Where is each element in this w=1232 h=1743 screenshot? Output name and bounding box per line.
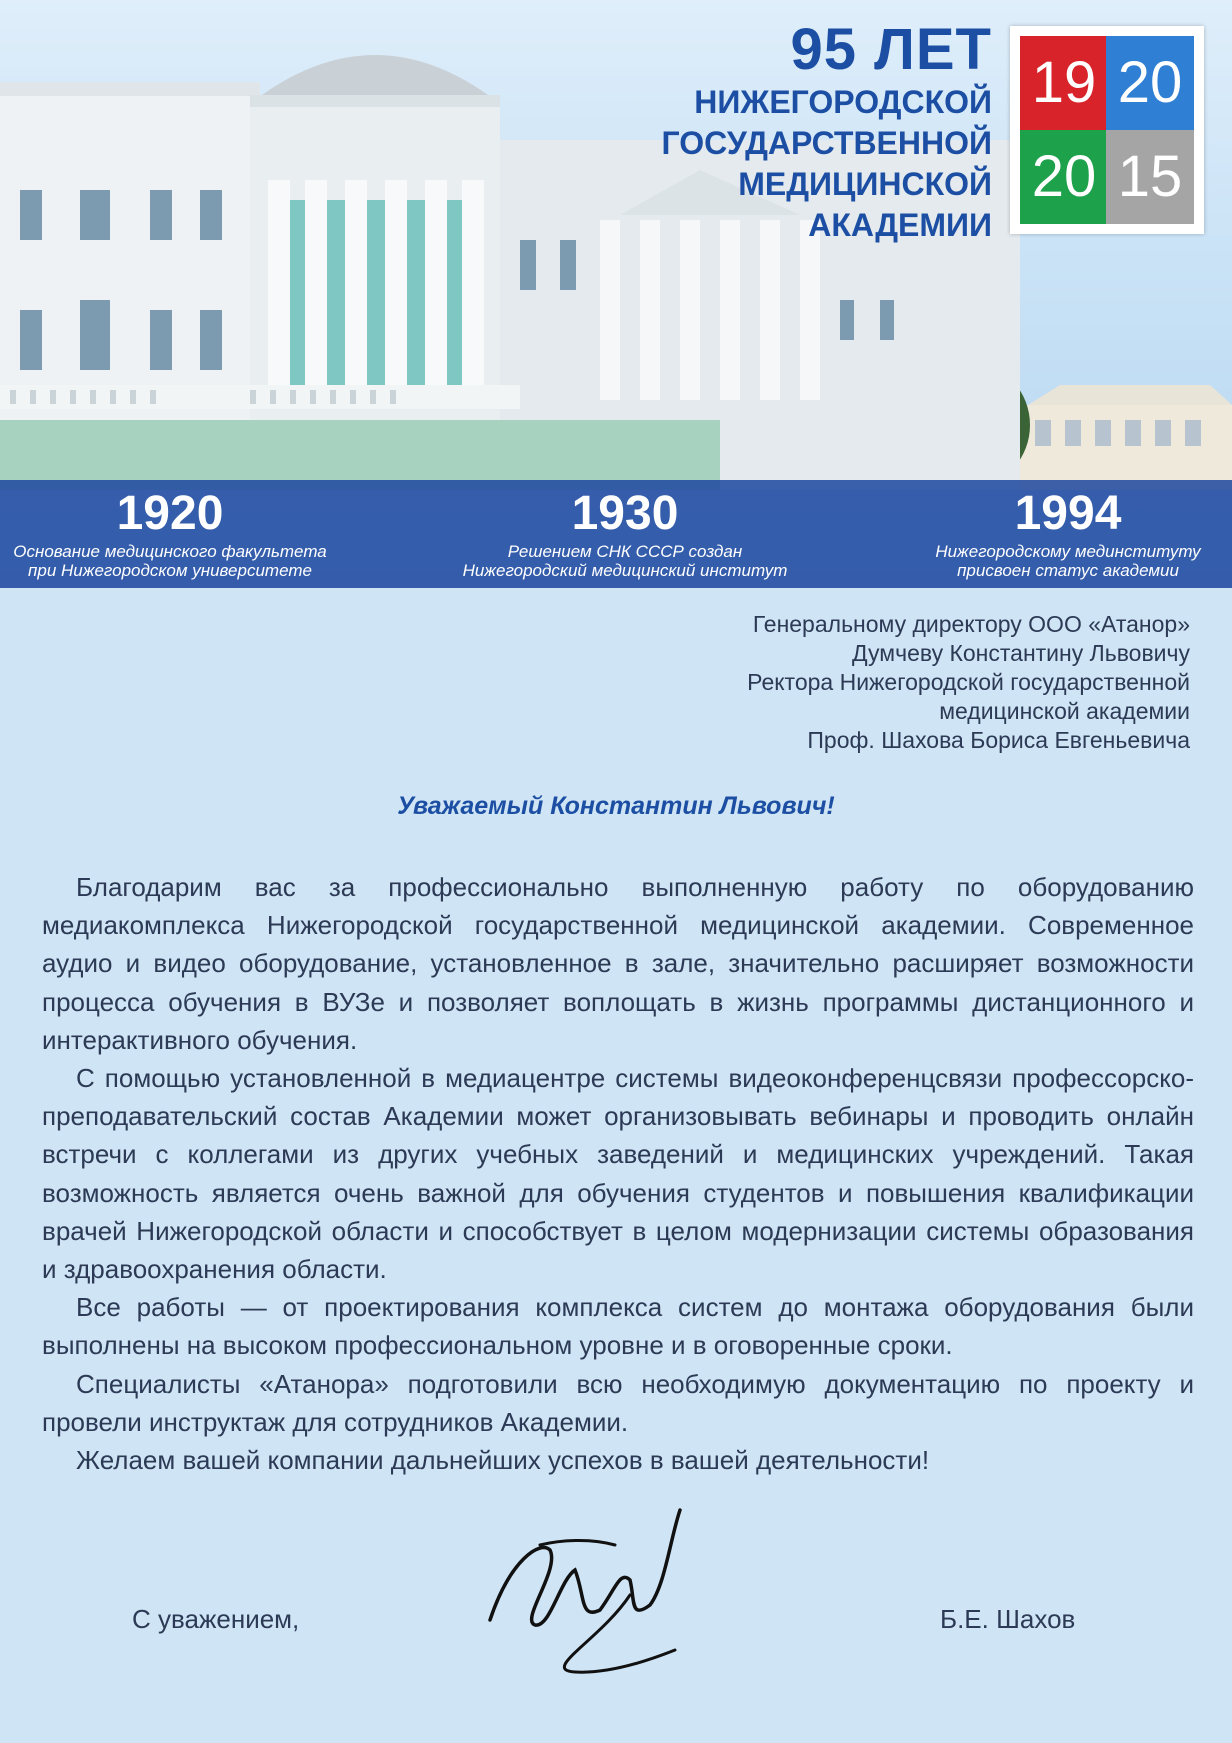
logo-tile-20: 20 bbox=[1106, 36, 1194, 130]
milestone-desc-line2: присвоен статус академии bbox=[957, 561, 1179, 580]
logo-tile-19: 19 bbox=[1020, 36, 1108, 130]
addressee-block bbox=[747, 610, 1190, 755]
addressee-line-3: Ректора Нижегородской государственной bbox=[747, 669, 1190, 695]
milestone-year: 1920 bbox=[116, 487, 224, 540]
logo-tile-20-lower: 20 bbox=[1020, 130, 1108, 224]
milestone-desc-line1: Решением СНК СССР создан bbox=[507, 542, 743, 561]
greeting: Уважаемый Константин Львович! bbox=[397, 792, 835, 820]
addressee-line-1: Генеральному директору ООО «Атанор» bbox=[752, 611, 1190, 637]
paragraph-3: Все работы — от проектирования комплекса систем до монтажа оборудования были выполнены на высоком профессиональном уровне и в оговоренные сроки. bbox=[42, 1292, 1194, 1361]
paragraph-1: Благодарим вас за профессионально выполненную работу по оборудованию медиакомплекса Нижегородской государственной медицинской академии. Современное аудио и видео оборудование, установленное в зале, значительно расширяет возможности процесса обучения в ВУЗе и позволяет воплощать в жизнь программы дистанционного и интерактивного обучения. bbox=[42, 872, 1194, 1055]
title-line-1: НИЖЕГОРОДСКОЙ bbox=[694, 84, 992, 120]
addressee-line-5: Проф. Шахова Бориса Евгеньевича bbox=[807, 727, 1190, 753]
milestone-desc-line1: Основание медицинского факультета bbox=[13, 542, 327, 561]
milestone-1920 bbox=[10, 486, 330, 580]
anniversary-title bbox=[662, 18, 992, 246]
title-years: 95 ЛЕТ bbox=[790, 17, 992, 82]
title-line-2: ГОСУДАРСТВЕННОЙ bbox=[661, 125, 992, 161]
header-banner bbox=[0, 0, 1232, 588]
signer-name: Б.Е. Шахов bbox=[940, 1604, 1076, 1634]
milestone-desc-line2: Нижегородский медицинский институт bbox=[462, 561, 788, 580]
milestone-1994 bbox=[918, 486, 1218, 580]
title-line-4: АКАДЕМИИ bbox=[808, 207, 992, 243]
anniversary-logo bbox=[1010, 26, 1204, 234]
milestone-desc-line2: при Нижегородском университете bbox=[28, 561, 312, 580]
milestone-1930 bbox=[455, 486, 795, 580]
milestone-year: 1994 bbox=[1014, 487, 1122, 540]
letter-body bbox=[42, 868, 1194, 1479]
addressee-line-2: Думчеву Константину Львовичу bbox=[851, 640, 1190, 666]
milestone-desc-line1: Нижегородскому мединституту bbox=[935, 542, 1201, 561]
milestone-year: 1930 bbox=[571, 487, 679, 540]
handwritten-signature-icon bbox=[480, 1500, 710, 1680]
paragraph-5: Желаем вашей компании дальнейших успехов в вашей деятельности! bbox=[76, 1445, 930, 1476]
addressee-line-4: медицинской академии bbox=[939, 698, 1190, 724]
logo-tile-15: 15 bbox=[1106, 130, 1194, 224]
closing-phrase: С уважением, bbox=[132, 1604, 300, 1634]
title-line-3: МЕДИЦИНСКОЙ bbox=[738, 166, 992, 202]
paragraph-4: Специалисты «Атанора» подготовили всю необходимую документацию по проекту и провели инструктаж для сотрудников Академии. bbox=[42, 1368, 1194, 1437]
paragraph-2: С помощью установленной в медиацентре системы видеоконференцсвязи профессорско-преподавательский состав Академии может организовывать вебинары и проводить онлайн встречи с коллегами из других учебных заведений и медицинских учреждений. Такая возможность является очень важной для обучения студентов и повышения квалификации врачей Нижегородской области и способствует в целом модернизации системы образования и здравоохранения области. bbox=[42, 1063, 1194, 1285]
